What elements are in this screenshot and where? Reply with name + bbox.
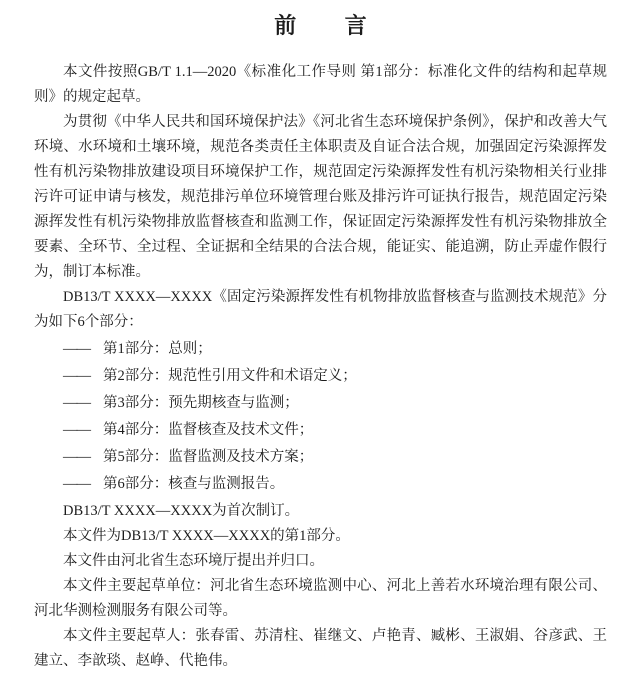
list-item-part-4 bbox=[34, 418, 607, 443]
paragraph-drafting-rule: 本文件按照GB/T 1.1—2020《标准化工作导则 第1部分：标准化文件的结构和起草规则》的规定起草。 bbox=[34, 64, 607, 105]
list-item-dash: —— bbox=[63, 341, 90, 357]
list-item-part-2 bbox=[34, 364, 607, 389]
list-item-dash: —— bbox=[63, 395, 90, 411]
paragraph-drafting-orgs: 本文件主要起草单位：河北省生态环境监测中心、河北上善若水环境治理有限公司、河北华测检测服务有限公司等。 bbox=[34, 578, 607, 619]
list-item-label: 第4部分：监督核查及技术文件； bbox=[103, 422, 314, 438]
page-title: 前言 bbox=[274, 13, 416, 38]
list-item-label: 第5部分：监督监测及技术方案； bbox=[103, 449, 314, 465]
list-item-label: 第3部分：预先期核查与监测； bbox=[103, 395, 299, 411]
list-item-dash: —— bbox=[63, 422, 90, 438]
paragraph-drafters: 本文件主要起草人：张春雷、苏清柱、崔继文、卢艳青、臧彬、王淑娟、谷彦武、王建立、李歆琰、赵峥、代艳伟。 bbox=[34, 628, 607, 669]
paragraph-first-edition: DB13/T XXXX—XXXX为首次制订。 bbox=[63, 503, 300, 519]
list-item-label: 第2部分：规范性引用文件和术语定义； bbox=[103, 368, 357, 384]
list-item-part-1 bbox=[34, 337, 607, 362]
parts-list bbox=[34, 337, 607, 497]
list-item-part-3 bbox=[34, 391, 607, 416]
paragraph-proposed-by: 本文件由河北省生态环境厅提出并归口。 bbox=[63, 553, 324, 569]
list-item-dash: —— bbox=[63, 449, 90, 465]
paragraph-series-intro: DB13/T XXXX—XXXX《固定污染源挥发性有机物排放监督核查与监测技术规范》分为如下6个部分： bbox=[34, 289, 607, 330]
list-item-label: 第1部分：总则； bbox=[103, 341, 212, 357]
list-item-label: 第6部分：核查与监测报告。 bbox=[103, 476, 285, 492]
list-item-dash: —— bbox=[63, 476, 90, 492]
paragraph-this-part: 本文件为DB13/T XXXX—XXXX的第1部分。 bbox=[63, 528, 350, 544]
list-item-part-5 bbox=[34, 445, 607, 470]
list-item-dash: —— bbox=[63, 368, 90, 384]
paragraph-purpose: 为贯彻《中华人民共和国环境保护法》《河北省生态环境保护条例》，保护和改善大气环境、水环境和土壤环境，规范各类责任主体职责及自证合法合规，加强固定污染源挥发性有机污染物排放建设项目环境保护工作，规范固定污染源挥发性有机污染物相关行业排污许可证申请与核发，规范排污单位环境管理台账及排污许可证执行报告，规范固定污染源挥发性有机污染物排放监督核查和监测工作，保证固定污染源挥发性有机污染物排放全要素、全环节、全过程、全证据和全结果的合法合规，能证实、能追溯，防止弄虚作假行为，制订本标准。 bbox=[34, 114, 607, 280]
list-item-part-6 bbox=[34, 472, 607, 497]
